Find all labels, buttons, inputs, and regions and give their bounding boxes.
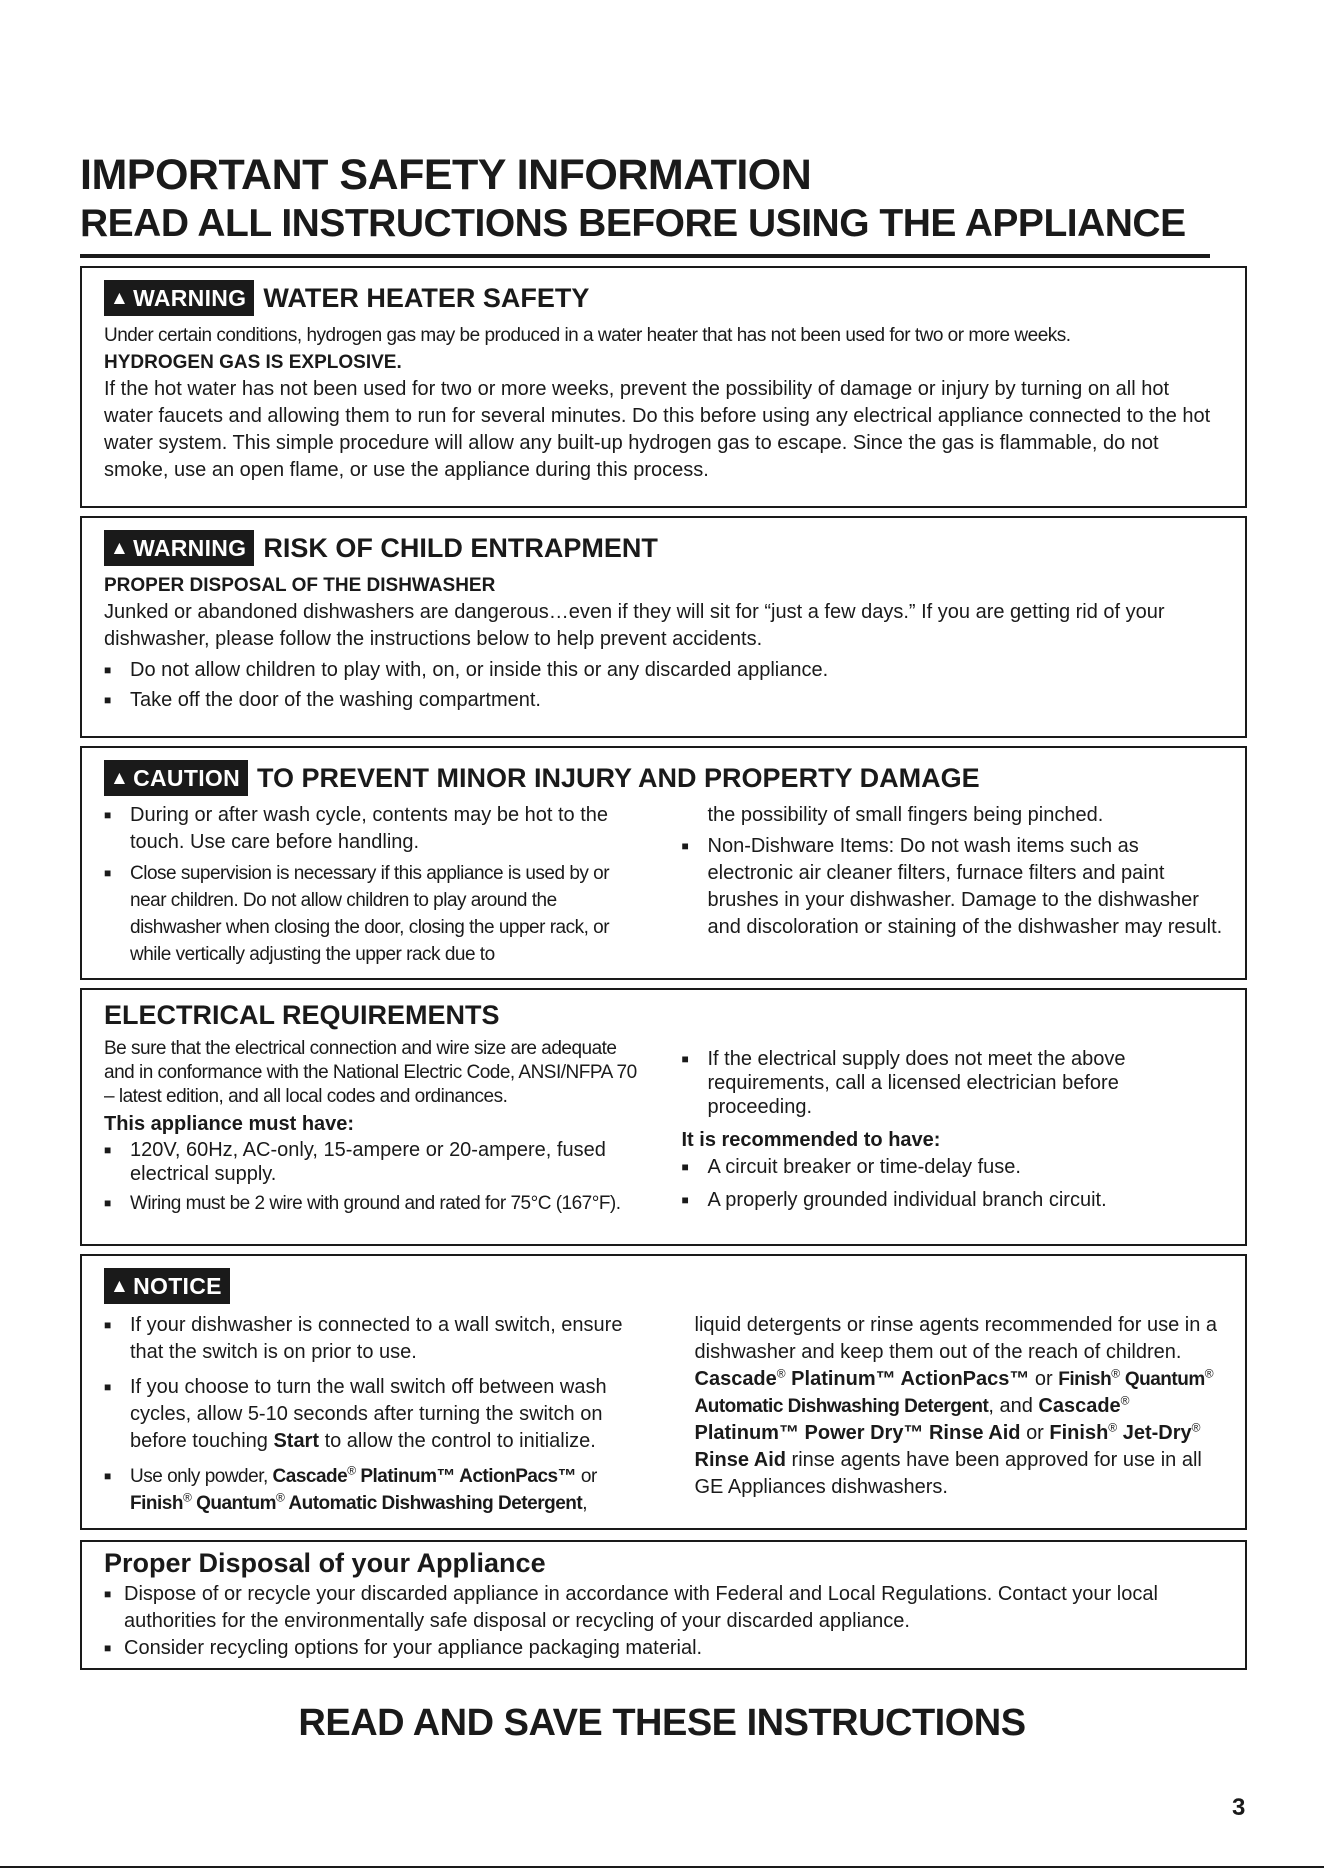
text: and — [999, 1395, 1039, 1417]
section-title: ELECTRICAL REQUIREMENTS — [104, 1000, 500, 1030]
registered-mark: ® — [1111, 1366, 1121, 1381]
warning-triangle-icon: ▲ — [110, 767, 130, 789]
list-item: ■ Dispose of or recycle your discarded appliance in accordance with Federal and Local Regulations. Contact your local authorities for the environmentally safe disposal or recycling of your discarded appliance. — [104, 1581, 1223, 1635]
registered-mark: ® — [347, 1463, 356, 1478]
list-item: ■ Wiring must be 2 wire with ground and rated for 75°C (167°F). — [104, 1190, 646, 1217]
list-item: ■ A properly grounded individual branch circuit. — [682, 1187, 1224, 1214]
text: liquid detergents or rinse agents recommended for use in a dishwasher and keep them out of the reach of children. — [694, 1314, 1218, 1363]
list-item: ■ Take off the door of the washing compartment. — [104, 687, 1223, 714]
text: rinse agents have been approved for use in all GE Appliances dishwashers. — [694, 1449, 1202, 1498]
notice-right-text — [695, 1312, 1224, 1501]
list-item: ■ Consider recycling options for your appliance packaging material. — [104, 1635, 1223, 1662]
intro-text: Be sure that the electrical connection and wire size are adequate and in conformance with the National Electric Code, ANSI/NFPA 70 – latest edition, and all local codes and ordinances. — [104, 1038, 637, 1107]
list-item: ■ Close supervision is necessary if this appliance is used by or near children. Do not allow children to play around the dishwasher when closing the door, closing the upper rack, or while vertically adjusting the upper rack due to — [104, 860, 646, 968]
warning-triangle-icon: ▲ — [110, 287, 130, 309]
brand-name: Rinse Aid — [694, 1449, 786, 1471]
brand-name: Finish — [1058, 1369, 1112, 1390]
text: Use only powder, — [130, 1466, 273, 1487]
caution-badge — [104, 760, 248, 796]
registered-mark: ® — [182, 1490, 192, 1505]
brand-name: Quantum — [1120, 1369, 1205, 1390]
registered-mark: ® — [275, 1490, 285, 1505]
brand-name: Automatic Dishwashing Detergent — [694, 1396, 989, 1417]
page-number: 3 — [1232, 1794, 1246, 1821]
warning-badge — [104, 280, 254, 316]
brand-name: Platinum™ ActionPacs™ — [785, 1368, 1030, 1390]
header-divider — [80, 254, 1210, 258]
section-title: WATER HEATER SAFETY — [263, 282, 590, 313]
text: , — [582, 1493, 587, 1514]
brand-name: Jet-Dry — [1117, 1422, 1192, 1444]
notice-badge — [104, 1268, 230, 1304]
intro-text: Under certain conditions, hydrogen gas may be produced in a water heater that has not been used for two or more weeks. — [104, 325, 1071, 346]
caution-section — [80, 746, 1247, 980]
body-text: If the hot water has not been used for two or more weeks, prevent the possibility of damage or injury by turning on all hot water faucets and allowing them to run for several minutes. Do this before using any electrical appliance connected to the hot water system. This simple procedure will allow any built-up hydrogen gas to escape. Since the gas is flammable, do not smoke, use an open flame, or use the appliance during this process. — [104, 378, 1211, 481]
warning-triangle-icon: ▲ — [110, 1275, 130, 1297]
must-have-heading: This appliance must have: — [104, 1113, 355, 1135]
badge-label: WARNING — [133, 284, 247, 311]
badge-label: WARNING — [133, 534, 247, 561]
bottom-divider — [0, 1866, 1324, 1868]
text: If you choose to turn the wall switch off between wash cycles, allow 5-10 seconds after turning the switch on before touching — [130, 1376, 607, 1452]
text: , — [988, 1395, 994, 1417]
child-entrapment-section — [80, 516, 1247, 738]
bullet-list — [104, 802, 646, 968]
list-item: ■ If your dishwasher is connected to a wall switch, ensure that the switch is on prior to use. — [104, 1312, 633, 1366]
body-text: Junked or abandoned dishwashers are dangerous…even if they will sit for “just a few days.” If you are getting rid of your dishwasher, please follow the instructions below to help prevent accidents. — [104, 601, 1165, 650]
brand-name: Cascade — [694, 1368, 777, 1390]
page-header — [80, 150, 1210, 248]
badge-label: NOTICE — [133, 1272, 222, 1299]
water-heater-safety-section — [80, 266, 1247, 508]
hydrogen-warning: HYDROGEN GAS IS EXPLOSIVE. — [104, 352, 402, 373]
bullet-list — [682, 833, 1224, 941]
registered-mark: ® — [1120, 1393, 1130, 1408]
notice-section — [80, 1254, 1247, 1530]
brand-name: Finish — [130, 1493, 183, 1514]
brand-name: Finish — [1049, 1422, 1109, 1444]
badge-label: CAUTION — [133, 764, 240, 791]
registered-mark: ® — [776, 1366, 786, 1381]
warning-triangle-icon: ▲ — [110, 537, 130, 559]
page-title: IMPORTANT SAFETY INFORMATION — [80, 151, 812, 199]
section-title: RISK OF CHILD ENTRAPMENT — [263, 532, 658, 563]
bullet-list — [682, 1047, 1224, 1119]
list-item — [104, 1374, 633, 1455]
bullet-list — [104, 1138, 646, 1217]
brand-name: Quantum — [191, 1493, 276, 1514]
recommended-heading: It is recommended to have: — [681, 1129, 941, 1151]
text: or — [1029, 1368, 1053, 1390]
start-keyword: Start — [273, 1430, 320, 1452]
list-item: ■ During or after wash cycle, contents may be hot to the touch. Use care before handling. — [104, 802, 646, 856]
list-item — [104, 1463, 633, 1517]
warning-badge — [104, 530, 254, 566]
section-title: TO PREVENT MINOR INJURY AND PROPERTY DAMAGE — [256, 762, 980, 793]
footer-title: READ AND SAVE THESE INSTRUCTIONS — [298, 1702, 1026, 1744]
page-subtitle: READ ALL INSTRUCTIONS BEFORE USING THE APPLIANCE — [80, 202, 1186, 245]
continuation-text: the possibility of small fingers being pinched. — [707, 804, 1104, 826]
brand-name: Cascade — [272, 1466, 348, 1487]
brand-name: Automatic Dishwashing Detergent — [284, 1493, 583, 1514]
bullet-list — [104, 1312, 633, 1517]
text: or — [1026, 1422, 1050, 1444]
list-item: ■ A circuit breaker or time-delay fuse. — [682, 1154, 1224, 1181]
registered-mark: ® — [1204, 1366, 1214, 1381]
brand-name: Platinum™ ActionPacs™ — [355, 1466, 577, 1487]
proper-disposal-section — [80, 1540, 1247, 1670]
text: or — [576, 1466, 597, 1487]
list-item: ■ Do not allow children to play with, on, or inside this or any discarded appliance. — [104, 657, 1223, 684]
list-item: ■ If the electrical supply does not meet the above requirements, call a licensed electrician before proceeding. — [682, 1047, 1224, 1119]
list-item: ■ 120V, 60Hz, AC-only, 15-ampere or 20-ampere, fused electrical supply. — [104, 1138, 646, 1186]
brand-name: Platinum™ Power Dry™ Rinse Aid — [694, 1422, 1021, 1444]
list-item: ■ Non-Dishware Items: Do not wash items such as electronic air cleaner filters, furnace filters and paint brushes in your dishwasher. Damage to the dishwasher and discoloration or staining of the dishwasher may result. — [682, 833, 1224, 941]
electrical-requirements-section — [80, 988, 1247, 1246]
registered-mark: ® — [1108, 1420, 1118, 1435]
registered-mark: ® — [1191, 1420, 1201, 1435]
bullet-list — [682, 1154, 1224, 1214]
bullet-list — [104, 657, 1223, 714]
bullet-list — [104, 1581, 1223, 1662]
brand-name: Cascade — [1038, 1395, 1121, 1417]
subheading: PROPER DISPOSAL OF THE DISHWASHER — [104, 575, 496, 596]
section-title: Proper Disposal of your Appliance — [104, 1548, 546, 1578]
text: to allow the control to initialize. — [319, 1430, 596, 1452]
